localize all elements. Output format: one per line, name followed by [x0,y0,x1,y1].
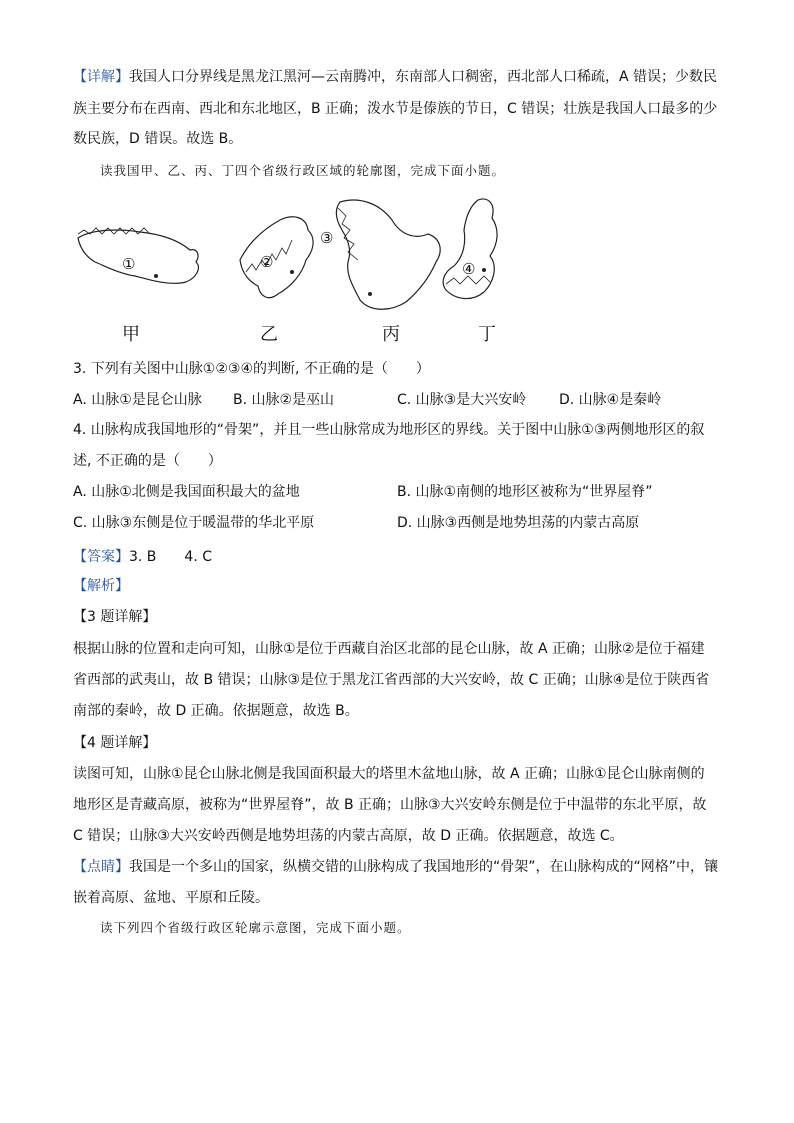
q4-stem-line-2: 述, 不正确的是（ ） [73,453,222,469]
marker-3: ③ [320,229,334,247]
point-line-1 [73,853,723,881]
analysis-tag: 【解析】 [73,578,129,594]
reading-instruction-1: 读我国甲、乙、丙、丁四个省级行政区域的轮廓图，完成下面小题。 [100,163,506,178]
detail-line-3: 数民族，D 错误。故选 B。 [73,131,243,147]
answer-text: 3. B 4. C [129,549,212,565]
q3-detail-tag: 【3 题详解】 [73,609,157,625]
q4-detail-line-3: C 错误；山脉③大兴安岭西侧是地势坦荡的内蒙古高原，故 D 正确。依据题意，故选 C。 [73,828,624,844]
label-ding: 丁 [478,324,496,345]
marker-2: ② [260,253,274,271]
detail-line-1 [73,63,723,91]
q3-option-c: C. 山脉③是大兴安岭 [397,392,527,408]
province-ding-outline [443,199,497,299]
province-yi-outline [240,217,313,298]
reading-instruction-2: 读下列四个省级行政区轮廓示意图，完成下面小题。 [100,920,411,935]
detail-text: 我国人口分界线是黑龙江黑河—云南腾冲，东南部人口稠密，西北部人口稀疏，A 错误；少数民 [129,69,718,85]
label-yi: 乙 [260,324,278,345]
q3-option-a: A. 山脉①是昆仑山脉 [73,392,202,408]
point-text: 我国是一个多山的国家，纵横交错的山脉构成了我国地形的“骨架”，在山脉构成的“网格”中，镶 [129,859,719,875]
q3-detail-line-2: 省西部的武夷山，故 B 错误；山脉③是位于黑龙江省西部的大兴安岭，故 C 正确；山脉④是位于陕西省 [73,672,710,688]
answer-tag: 【答案】 [73,549,129,565]
q4-option-c: C. 山脉③东侧是位于暖温带的华北平原 [73,515,315,531]
province-bing-outline [336,200,440,309]
q3-option-b: B. 山脉②是巫山 [233,392,335,408]
q3-detail-line-3: 南部的秦岭，故 D 正确。依据题意，故选 B。 [73,703,359,719]
q4-stem-line-1: 4. 山脉构成我国地形的“骨架”，并且一些山脉常成为地形区的界线。关于图中山脉①③两侧地形区的叙 [73,422,705,438]
detail-tag: 【详解】 [73,69,129,85]
province-outline-figure [70,190,540,350]
q4-detail-line-2: 地形区是青藏高原，被称为“世界屋脊”，故 B 正确；山脉③大兴安岭东侧是位于中温带的东北平原，故 [73,797,707,813]
q3-detail-line-1: 根据山脉的位置和走向可知，山脉①是位于西藏自治区北部的昆仑山脉，故 A 正确；山脉②是位于福建 [73,641,705,657]
q4-option-b: B. 山脉①南侧的地形区被称为“世界屋脊” [397,484,653,500]
q3-stem: 3. 下列有关图中山脉①②③④的判断, 不正确的是（ ） [73,361,430,377]
q4-option-a: A. 山脉①北侧是我国面积最大的盆地 [73,484,300,500]
province-jia-outline [78,228,198,283]
q3-option-d: D. 山脉④是秦岭 [559,392,662,408]
label-jia: 甲 [122,324,140,345]
marker-1: ① [122,255,136,273]
detail-line-2: 族主要分布在西南、西北和东北地区，B 正确；泼水节是傣族的节日，C 错误；壮族是我国人口最多的少 [73,101,718,117]
q4-option-d: D. 山脉③西侧是地势坦荡的内蒙古高原 [397,515,640,531]
q4-detail-line-1: 读图可知，山脉①昆仑山脉北侧是我国面积最大的塔里木盆地山脉，故 A 正确；山脉①昆仑山脉南侧的 [73,766,705,782]
point-tag: 【点睛】 [73,859,129,875]
label-bing: 丙 [382,324,400,345]
point-line-2: 嵌着高原、盆地、平原和丘陵。 [73,890,269,906]
q4-detail-tag: 【4 题详解】 [73,735,157,751]
answer-line [73,543,723,571]
marker-4: ④ [462,260,476,278]
